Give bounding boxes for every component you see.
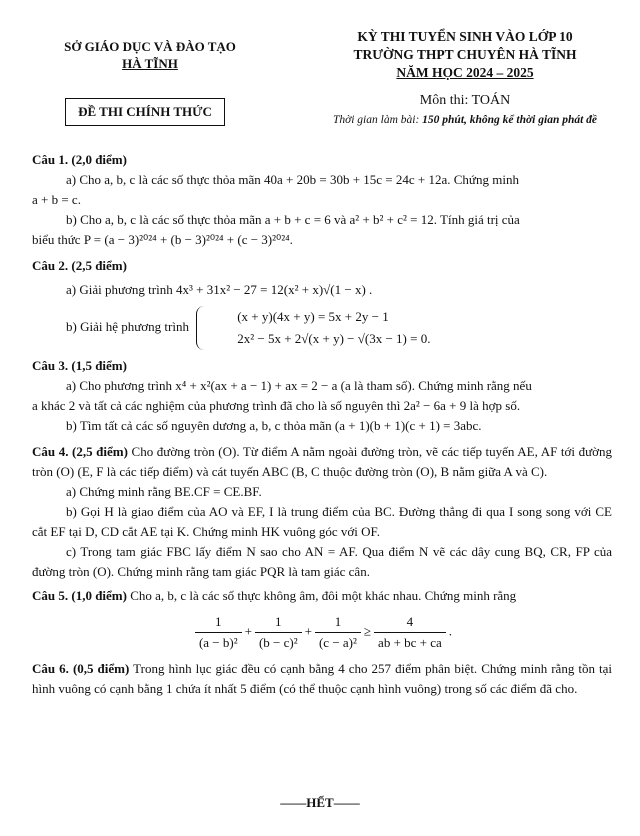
q5-num3: 1 [315,612,361,633]
q1-b-line2-text: biểu thức [32,232,84,247]
q5-num1: 1 [195,612,242,633]
q4-intro: Cho đường tròn (O). Từ điểm A nằm ngoài đường tròn, vẽ các tiếp tuyến AE, AF tới đường tròn (O) (E, F là các tiếp điểm) và cát tuyến ABC (B, C thuộc đường tròn (O), B nằm giữa A và C). [32,444,613,479]
q1-b [32,210,612,230]
end-marker: ——HẾT—— [280,795,360,810]
subject-line: Môn thi: TOÁN [419,93,511,108]
q5-intro-para [32,586,612,606]
q5-inequality [32,612,612,653]
q3-a: a) Cho phương trình x⁴ + x²(ax + a − 1) + ax = 2 − a (a là tham số). Chứng minh rằng nếu [66,378,532,393]
q1-b-expr: P = (a − 3)²⁰²⁴ + (b − 3)²⁰²⁴ + (c − 3)²⁰²⁴. [83,232,293,247]
q5-intro: Cho a, b, c là các số thực không âm, đôi một khác nhau. Chứng minh rằng [126,588,517,603]
exam-title: KỲ THI TUYỂN SINH VÀO LỚP 10 [357,29,573,44]
q3-b: b) Tìm tất cả các số nguyên dương a, b, c thỏa mãn (a + 1)(b + 1)(c + 1) = 3abc. [66,418,482,433]
q2-title: Câu 2. (2,5 điểm) [32,258,127,273]
department-header [40,38,260,72]
q5-den3: (c − a)² [318,635,357,650]
official-exam-box: ĐỀ THI CHÍNH THỨC [65,98,225,126]
time-label: Thời gian làm bài: [332,114,423,126]
q5-den2: (b − c)² [258,635,298,650]
q2-b-text: b) Giải hệ phương trình [66,318,189,334]
school-name: TRƯỜNG THPT CHUYÊN HÀ TĨNH [353,47,577,62]
q5-ge: ≥ [363,623,372,639]
school-year: NĂM HỌC 2024 – 2025 [396,65,534,80]
q4-a: a) Chứng minh rằng BE.CF = CE.BF. [66,484,262,499]
time-line [300,114,630,126]
q2-b-eq2: 2x² − 5x + 2√(x + y) − √(3x − 1) = 0. [237,331,431,346]
q5-rhs-num: 4 [374,612,446,633]
q3-title: Câu 3. (1,5 điểm) [32,358,127,373]
q1-title: Câu 1. (2,0 điểm) [32,152,127,167]
province-name: HÀ TĨNH [122,56,178,71]
q1-a [32,170,612,190]
q2-b [32,306,612,350]
q5-den1: (a − b)² [198,635,238,650]
q1-b-eq: a + b + c = 6 và a² + b² + c² = 12. [264,212,438,227]
exam-body [32,150,612,699]
q5-frac1 [195,612,242,653]
q3-a-line2: a khác 2 và tất cả các nghiệm của phương trình đã cho là số nguyên thì 2a² − 6a + 9 là hợp số. [32,398,521,413]
q5-title: Câu 5. (1,0 điểm) [32,588,127,603]
q5-plus2: + [304,623,312,639]
q4-title: Câu 4. (2,5 điểm) [32,444,128,459]
q1-a-goal: a + b = c. [32,192,81,207]
q2-a [32,280,612,300]
time-value: 150 phút, không kể thời gian phát đề [422,114,598,126]
q5-plus1: + [244,623,252,639]
q5-rhs [374,612,446,653]
department-name: SỞ GIÁO DỤC VÀ ĐÀO TẠO [64,39,236,54]
q2-system [196,306,430,350]
q1-a-tail: Chứng minh [450,172,519,187]
q6-title: Câu 6. (0,5 điểm) [32,661,130,676]
q4-b: b) Gọi H là giao điểm của AO và EF, I là trung điểm của BC. Đường thẳng đi qua I song song với CE cắt EF tại D, CD cắt AE tại K. Chứng minh HK vuông góc với OF. [32,504,612,539]
q5-rhs-den: ab + bc + ca [378,635,442,650]
q6-text: Trong hình lục giác đều có cạnh bằng 4 cho 257 điểm phân biệt. Chứng minh rằng tồn tại hình vuông có cạnh bằng 1 chứa ít nhất 5 điểm (có thể thuộc cạnh hình vuông) trong số các điểm đã cho. [32,661,612,696]
q4-intro-para [32,442,612,482]
q5-dot: . [448,623,453,639]
q5-num2: 1 [255,612,302,633]
q2-a-text: a) Giải phương trình [66,282,176,297]
q1-b-text: b) Cho a, b, c là các số thực thỏa mãn [66,212,265,227]
q5-frac3 [315,612,361,653]
q2-a-eq: 4x³ + 31x² − 27 = 12(x² + x)√(1 − x) . [175,282,373,297]
q1-b-tail: Tính giá trị của [437,212,520,227]
exam-header [300,28,630,82]
q4-c: c) Trong tam giác FBC lấy điểm N sao cho AN = AF. Qua điểm N vẽ các dây cung BQ, CR, FP của đường tròn (O). Chứng minh rằng tam giác PQR là tam giác cân. [32,544,612,579]
q5-frac2 [255,612,302,653]
q6-para [32,659,612,699]
q1-a-eq: 40a + 20b = 30b + 15c = 24c + 12a. [264,172,451,187]
q1-a-text: a) Cho a, b, c là các số thực thỏa mãn [66,172,265,187]
q2-b-eq1: (x + y)(4x + y) = 5x + 2y − 1 [237,309,389,324]
q1-b-line2 [32,230,612,250]
